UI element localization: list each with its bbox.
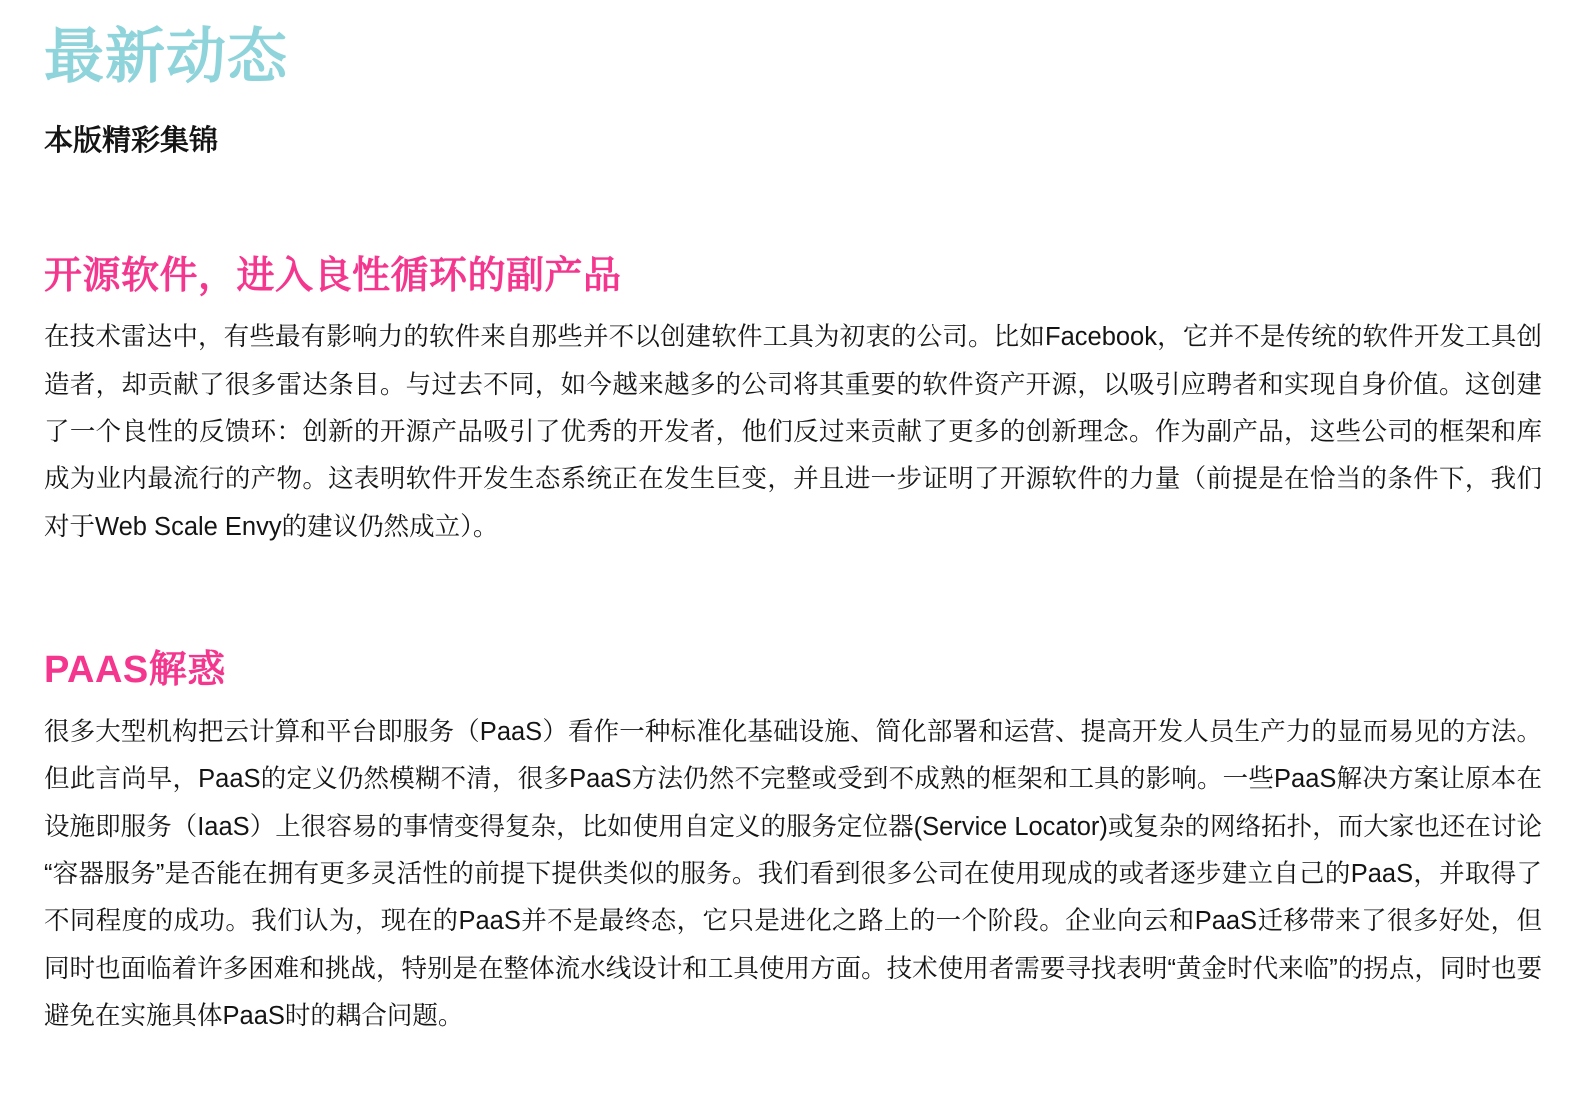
article-section-paas — [44, 647, 1542, 1040]
section-heading: PAAS解惑 — [44, 649, 226, 692]
section-body: 很多大型机构把云计算和平台即服务（PaaS）看作一种标准化基础设施、简化部署和运营、提高开发人员生产力的显而易见的方法。但此言尚早，PaaS的定义仍然模糊不清，很多PaaS方法仍然不完整或受到不成熟的框架和工具的影响。一些PaaS解决方案让原本在设施即服务（IaaS）上很容易的事情变得复杂，比如使用自定义的服务定位器(Service Locator)或复杂的网络拓扑，而大家也还在讨论“容器服务”是否能在拥有更多灵活性的前提下提供类似的服务。我们看到很多公司在使用现成的或者逐步建立自己的PaaS，并取得了不同程度的成功。我们认为，现在的PaaS并不是最终态，它只是进化之路上的一个阶段。企业向云和PaaS迁移带来了很多好处，但同时也面临着许多困难和挑战，特别是在整体流水线设计和工具使用方面。技术使用者需要寻找表明“黄金时代来临”的拐点，同时也要避免在实施具体PaaS时的耦合问题。 — [44, 717, 1542, 1031]
section-body: 在技术雷达中，有些最有影响力的软件来自那些并不以创建软件工具为初衷的公司。比如Facebook，它并不是传统的软件开发工具创造者，却贡献了很多雷达条目。与过去不同，如今越来越多的公司将其重要的软件资产开源，以吸引应聘者和实现自身价值。这创建了一个良性的反馈环：创新的开源产品吸引了优秀的开发者，他们反过来贡献了更多的创新理念。作为副产品，这些公司的框架和库成为业内最流行的产物。这表明软件开发生态系统正在发生巨变，并且进一步证明了开源软件的力量（前提是在恰当的条件下，我们对于Web Scale Envy的建议仍然成立）。 — [44, 323, 1542, 541]
section-heading: 开源软件，进入良性循环的副产品 — [44, 254, 622, 297]
page-subtitle: 本版精彩集锦 — [44, 125, 219, 157]
article-section-open-source — [44, 253, 1542, 552]
page-title: 最新动态 — [44, 23, 288, 90]
